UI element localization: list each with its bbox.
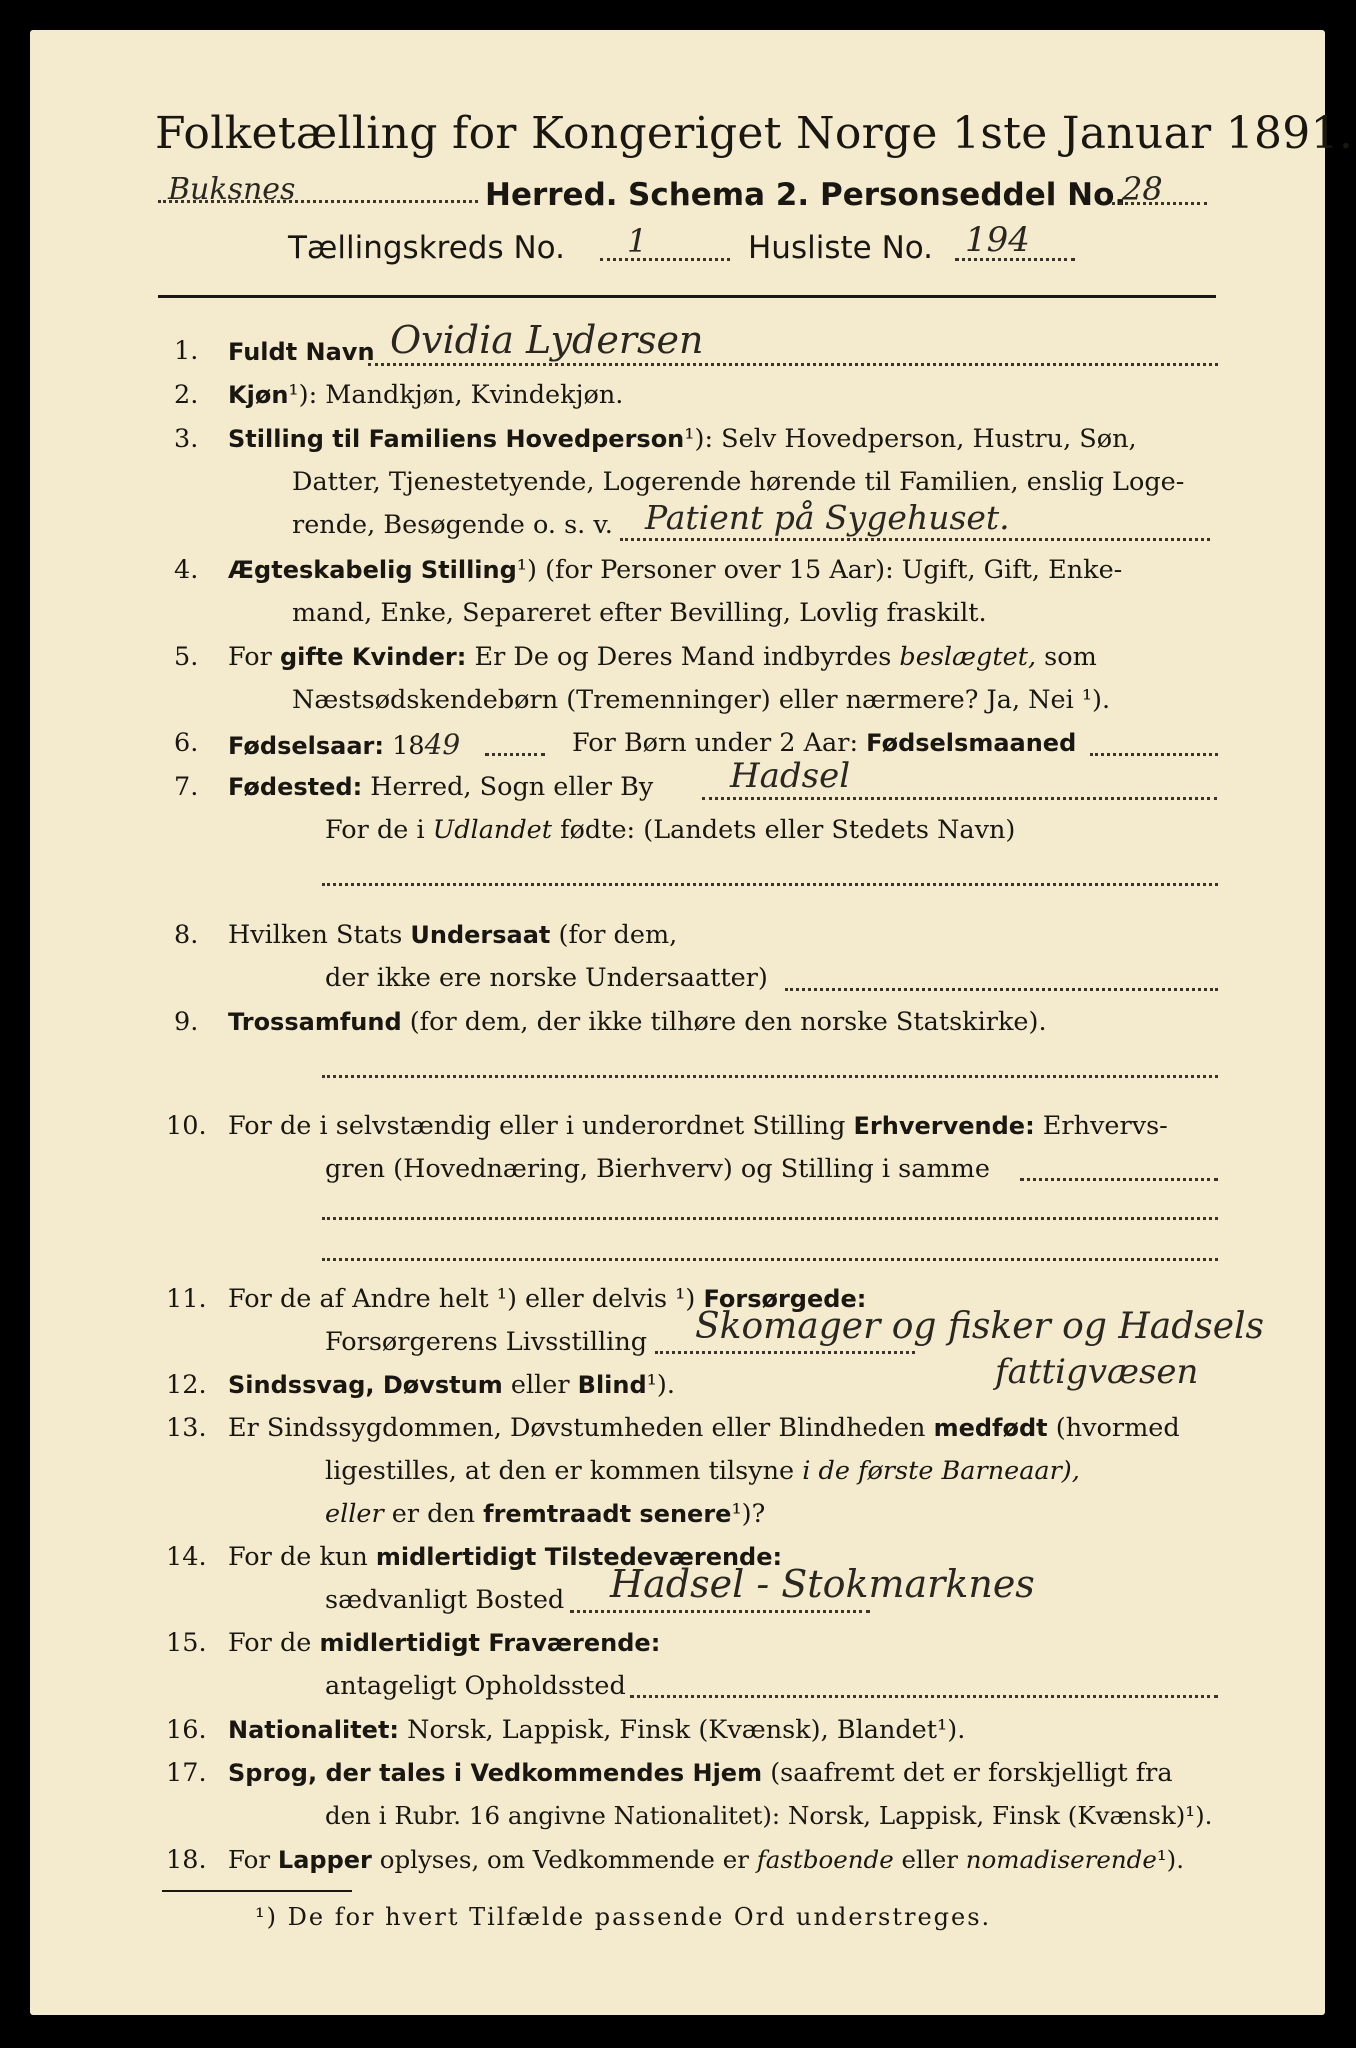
- row-10-pre: For de i selvstændig eller i underordnet Stilling: [228, 1111, 846, 1141]
- row-5-text-2: Næstsødskendebørn (Tremenninger) eller nærmere? Ja, Nei ¹).: [292, 685, 1111, 715]
- row-12-mid: eller: [510, 1370, 570, 1400]
- row-6-number: 6.: [174, 728, 199, 758]
- row-17-text-2: den i Rubr. 16 angivne Nationalitet): Norsk, Lappisk, Finsk (Kvænsk)¹).: [325, 1801, 1213, 1830]
- personseddel-number: 28: [1122, 170, 1163, 208]
- row-14-number: 14.: [166, 1542, 207, 1572]
- row-5-number: 5.: [174, 642, 199, 672]
- row-6-mid: For Børn under 2 Aar:: [572, 728, 859, 758]
- form-title: Folketælling for Kongeriget Norge 1ste Januar 1891.: [155, 108, 1354, 159]
- row-4-label: Ægteskabelig Stilling: [228, 556, 517, 584]
- row-2-number: 2.: [174, 380, 199, 410]
- row-5-text-1a: Er De og Deres Mand indbyrdes: [474, 642, 892, 672]
- row-8-text-1: (for dem,: [558, 920, 678, 950]
- row-6-birth-year: 49: [424, 728, 461, 761]
- row-13-label-2: fremtraadt senere: [483, 1500, 732, 1528]
- row-10-label: Erhvervende:: [853, 1112, 1035, 1140]
- row-15-dotted-line: [630, 1695, 1218, 1698]
- row-13-text-1b: (hvormed: [1055, 1413, 1180, 1443]
- row-4-number: 4.: [174, 555, 199, 585]
- row-11-text-2: Forsørgerens Livsstilling: [325, 1327, 648, 1357]
- row-8-text-2: der ikke ere norske Undersaatter): [325, 963, 768, 993]
- row-8-number: 8.: [174, 920, 199, 950]
- row-11-provider-value-1: Skomager og fisker og Hadsels: [695, 1306, 1265, 1347]
- row-10-dotted-line-3: [322, 1258, 1218, 1261]
- row-3-note: ¹):: [684, 424, 714, 454]
- herred-handwritten: Buksnes: [168, 172, 296, 207]
- row-16-label: Nationalitet:: [228, 1716, 400, 1744]
- row-7-dotted-line-2: [322, 883, 1218, 886]
- row-15-label: midlertidigt Fraværende:: [319, 1629, 661, 1657]
- row-18-text-b: fastboende: [756, 1845, 894, 1874]
- row-6-label: Fødselsaar:: [228, 732, 384, 760]
- row-8-dotted-line: [785, 988, 1218, 991]
- row-9-number: 9.: [174, 1007, 199, 1037]
- row-2-label: Kjøn: [228, 381, 289, 409]
- row-5-text-1c: som: [1044, 642, 1097, 672]
- row-11-pre: For de af Andre helt ¹) eller delvis ¹): [228, 1284, 696, 1314]
- row-1-number: 1.: [174, 336, 199, 366]
- row-15-pre: For de: [228, 1628, 312, 1658]
- row-18-text-a: oplyses, om Vedkommende er: [379, 1845, 749, 1874]
- row-10-dotted-line-1: [1020, 1178, 1218, 1181]
- row-7-number: 7.: [174, 772, 199, 802]
- row-2-note: ¹):: [288, 380, 318, 410]
- census-form-sheet: [30, 30, 1354, 2015]
- row-18-note: ¹).: [1156, 1845, 1185, 1874]
- row-9-dotted-line: [322, 1075, 1218, 1078]
- row-3-position-value: Patient på Sygehuset.: [645, 498, 1010, 537]
- row-7-text: Herred, Sogn eller By: [370, 772, 654, 802]
- row-18-text-c: eller: [901, 1845, 958, 1874]
- row-3-text-1: Selv Hovedperson, Hustru, Søn,: [721, 424, 1137, 454]
- kreds-label: Tællingskreds No.: [288, 230, 565, 266]
- herred-dotted-line: [158, 200, 478, 203]
- kreds-number: 1: [627, 222, 648, 260]
- row-3-text-3: rende, Besøgende o. s. v.: [292, 510, 613, 540]
- row-3-dotted-line: [620, 538, 1210, 541]
- row-6-dotted-line-1: [485, 753, 545, 756]
- row-16-number: 16.: [166, 1715, 207, 1745]
- row-14-residence-value: Hadsel - Stokmarknes: [610, 1562, 1035, 1606]
- row-16-text: Norsk, Lappisk, Finsk (Kvænsk), Blandet¹).: [407, 1715, 966, 1745]
- row-1-name-value: Ovidia Lydersen: [390, 318, 704, 362]
- row-7-label: Fødested:: [228, 773, 363, 801]
- row-3-text-2: Datter, Tjenestetyende, Logerende hørende til Familien, enslig Loge-: [292, 467, 1185, 497]
- row-2-text: Mandkjøn, Kvindekjøn.: [325, 380, 624, 410]
- herred-label: Herred.: [485, 177, 618, 213]
- schema-label: Schema 2.: [628, 177, 810, 213]
- header-rule: [158, 295, 1216, 298]
- row-7-birthplace-value: Hadsel: [730, 756, 851, 796]
- row-13-text-2a: ligestilles, at den er kommen tilsyne: [325, 1456, 795, 1486]
- row-15-text-2: antageligt Opholdssted: [325, 1671, 626, 1701]
- row-11-number: 11.: [166, 1284, 207, 1314]
- row-18-label: Lapper: [277, 1846, 372, 1874]
- row-6-value-prefix: 18: [392, 731, 425, 761]
- row-1-dotted-line: [368, 363, 1218, 366]
- row-9-text: (for dem, der ikke tilhøre den norske Statskirke).: [409, 1007, 1047, 1037]
- row-3-number: 3.: [174, 424, 199, 454]
- husliste-dotted-line: [955, 258, 1075, 261]
- row-10-number: 10.: [166, 1111, 207, 1141]
- row-4-text-2: mand, Enke, Separeret efter Bevilling, Lovlig fraskilt.: [292, 598, 987, 628]
- row-18-text-d: nomadiserende: [965, 1845, 1157, 1874]
- row-4-text-1: (for Personer over 15 Aar): Ugift, Gift, Enke-: [545, 555, 1123, 585]
- row-9-label: Trossamfund: [228, 1008, 402, 1036]
- row-13-label: medfødt: [933, 1414, 1048, 1442]
- husliste-label: Husliste No.: [748, 230, 934, 266]
- row-8-label: Undersaat: [410, 921, 551, 949]
- row-12-label-2: Blind: [577, 1371, 647, 1399]
- row-7-line-2a: For de i: [325, 815, 425, 845]
- row-10-dotted-line-2: [322, 1217, 1218, 1220]
- row-12-note: ¹).: [646, 1370, 675, 1400]
- kreds-dotted-line: [600, 258, 730, 261]
- footnote-rule: [162, 1890, 352, 1892]
- row-17-number: 17.: [166, 1758, 207, 1788]
- row-12-label: Sindssvag, Døvstum: [228, 1371, 503, 1399]
- row-1-label: Fuldt Navn: [228, 338, 375, 366]
- row-7-dotted-line: [702, 797, 1217, 800]
- row-14-dotted-line: [570, 1610, 870, 1613]
- row-11-label: Forsørgede:: [703, 1285, 867, 1313]
- row-10-text-2: gren (Hovednæring, Bierhverv) og Stilling i samme: [325, 1154, 990, 1184]
- footnote: ¹) De for hvert Tilfælde passende Ord understreges.: [255, 1903, 992, 1931]
- row-11-provider-value-2: fattigvæsen: [995, 1352, 1199, 1392]
- row-18-number: 18.: [166, 1845, 207, 1875]
- row-7-line-2c: fødte: (Landets eller Stedets Navn): [560, 815, 1016, 845]
- row-6-label-2: Fødselsmaaned: [866, 729, 1077, 757]
- row-5-label: gifte Kvinder:: [279, 643, 467, 671]
- row-17-text-1: (saafremt det er forskjelligt fra: [770, 1758, 1173, 1788]
- row-8-pre: Hvilken Stats: [228, 920, 403, 950]
- row-14-label: midlertidigt Tilstedeværende:: [375, 1543, 783, 1571]
- row-5-pre: For: [228, 642, 272, 672]
- husliste-number: 194: [965, 220, 1030, 260]
- row-3-label: Stilling til Familiens Hovedperson: [228, 425, 685, 453]
- row-13-text-1a: Er Sindssygdommen, Døvstumheden eller Blindheden: [228, 1413, 926, 1443]
- row-13-number: 13.: [166, 1413, 207, 1443]
- row-6-dotted-line-2: [1090, 753, 1218, 756]
- row-17-label: Sprog, der tales i Vedkommendes Hjem: [228, 1759, 763, 1787]
- row-18-pre: For: [228, 1845, 271, 1874]
- row-14-pre: For de kun: [228, 1542, 368, 1572]
- row-12-number: 12.: [166, 1370, 207, 1400]
- row-15-number: 15.: [166, 1628, 207, 1658]
- personseddel-label: Personseddel No.: [820, 177, 1127, 213]
- row-10-text-1: Erhvervs-: [1042, 1111, 1168, 1141]
- row-13-text-3b: er den: [391, 1499, 476, 1529]
- row-7-line-2b: Udlandet: [432, 815, 552, 845]
- row-4-note: ¹): [516, 555, 537, 585]
- row-11-dotted-line: [655, 1351, 915, 1354]
- row-13-note: ¹)?: [731, 1499, 766, 1529]
- personseddel-dotted-line: [1112, 202, 1207, 205]
- row-13-text-2b: i de første Barneaar),: [802, 1456, 1080, 1486]
- row-13-text-3a: eller: [325, 1499, 384, 1529]
- row-5-text-1b: beslægtet,: [899, 642, 1037, 672]
- row-14-text-2: sædvanligt Bosted: [325, 1585, 565, 1615]
